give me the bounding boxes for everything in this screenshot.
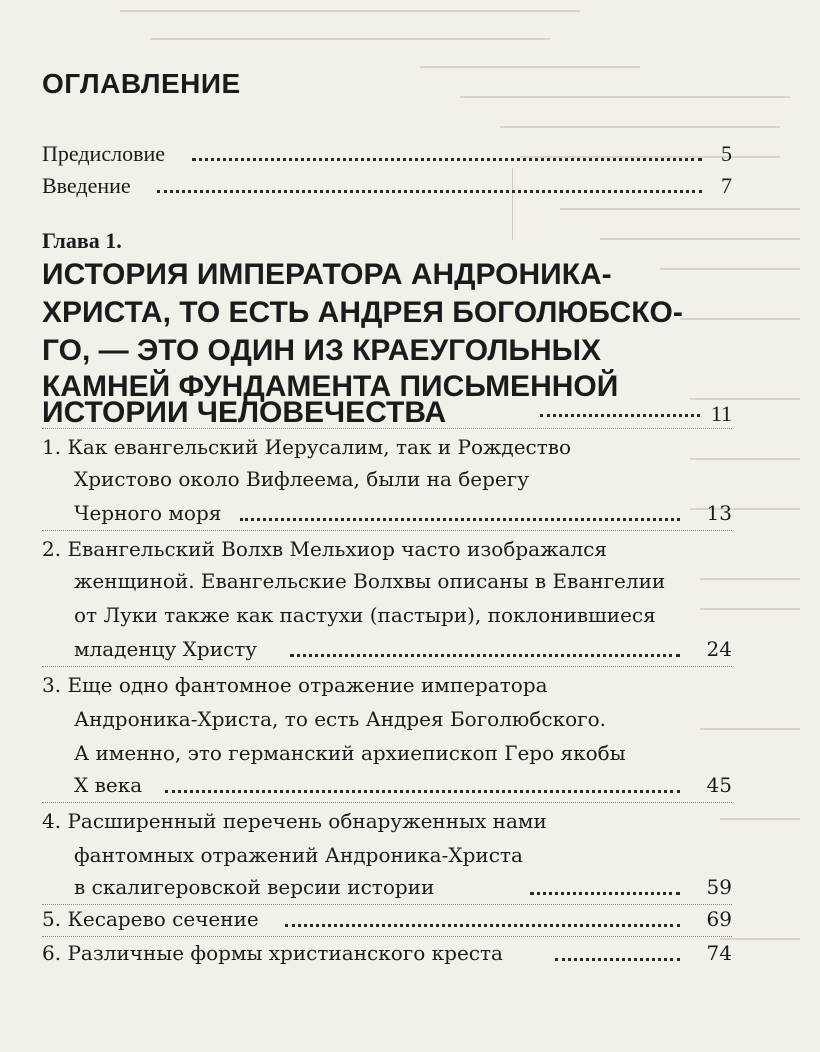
section-line: Андроника-Христа, то есть Андрея Боголюбского. xyxy=(74,707,607,731)
toc-heading: ОГЛАВЛЕНИЕ xyxy=(42,68,241,99)
section-line: женщиной. Евангельские Волхвы описаны в Евангелии xyxy=(74,569,666,593)
dot-leader xyxy=(290,654,680,657)
dot-leader xyxy=(157,190,702,193)
dot-leader xyxy=(165,790,680,793)
section-line: 4. Расширенный перечень обнаруженных нами xyxy=(42,809,547,833)
section-line: в скалигеровской версии истории xyxy=(74,875,435,899)
dot-leader xyxy=(530,892,680,895)
chapter-title-line: ГО, — ЭТО ОДИН ИЗ КРАЕУГОЛЬНЫХ xyxy=(42,334,601,367)
section-line: 6. Различные формы христианского креста xyxy=(42,941,503,965)
toc-entry-title: Предисловие xyxy=(42,141,165,166)
section-line: 1. Как евангельский Иерусалим, так и Рождество xyxy=(42,435,572,459)
chapter-page: 11 xyxy=(710,401,732,426)
dot-leader xyxy=(540,414,700,417)
section-line: фантомных отражений Андроника-Христа xyxy=(74,843,523,867)
section-line: А именно, это германский архиепископ Геро якобы xyxy=(74,741,626,765)
dot-leader xyxy=(192,158,702,161)
section-page: 74 xyxy=(706,941,732,965)
chapter-label: Глава 1. xyxy=(42,228,122,253)
section-line: от Луки также как пастухи (пастыри), поклонившиеся xyxy=(74,603,656,627)
toc-entry-title: Введение xyxy=(42,173,131,198)
section-page: 45 xyxy=(706,773,732,797)
section-line: Черного моря xyxy=(74,501,222,525)
section-page: 59 xyxy=(706,875,732,899)
toc-entry-preface[interactable] xyxy=(42,138,732,170)
section-line: Христово около Вифлеема, были на берегу xyxy=(74,467,529,491)
toc-entry-page: 7 xyxy=(721,173,732,198)
dot-leader xyxy=(240,518,680,521)
chapter-title-line: ХРИСТА, ТО ЕСТЬ АНДРЕЯ БОГОЛЮБСКО- xyxy=(42,296,683,329)
chapter-title-line: ИСТОРИИ ЧЕЛОВЕЧЕСТВА xyxy=(42,396,447,429)
toc-entry-page: 5 xyxy=(721,141,732,166)
toc-entry-introduction[interactable] xyxy=(42,170,732,202)
section-page: 13 xyxy=(706,501,732,525)
section-page: 24 xyxy=(706,637,732,661)
entry-separator xyxy=(42,666,732,668)
section-line: 5. Кесарево сечение xyxy=(42,907,259,931)
chapter-title-line: КАМНЕЙ ФУНДАМЕНТА ПИСЬМЕННОЙ xyxy=(42,370,619,403)
entry-separator xyxy=(42,428,732,430)
section-line: 3. Еще одно фантомное отражение императора xyxy=(42,673,548,697)
chapter-title-line: ИСТОРИЯ ИМПЕРАТОРА АНДРОНИКА- xyxy=(42,258,612,291)
entry-separator xyxy=(42,802,732,804)
section-line: 2. Евангельский Волхв Мельхиор часто изображался xyxy=(42,537,607,561)
section-page: 69 xyxy=(706,907,732,931)
section-line: X века xyxy=(74,773,143,797)
dot-leader xyxy=(555,958,680,961)
entry-separator xyxy=(42,530,732,532)
dot-leader xyxy=(285,924,680,927)
section-line: младенцу Христу xyxy=(74,637,258,661)
